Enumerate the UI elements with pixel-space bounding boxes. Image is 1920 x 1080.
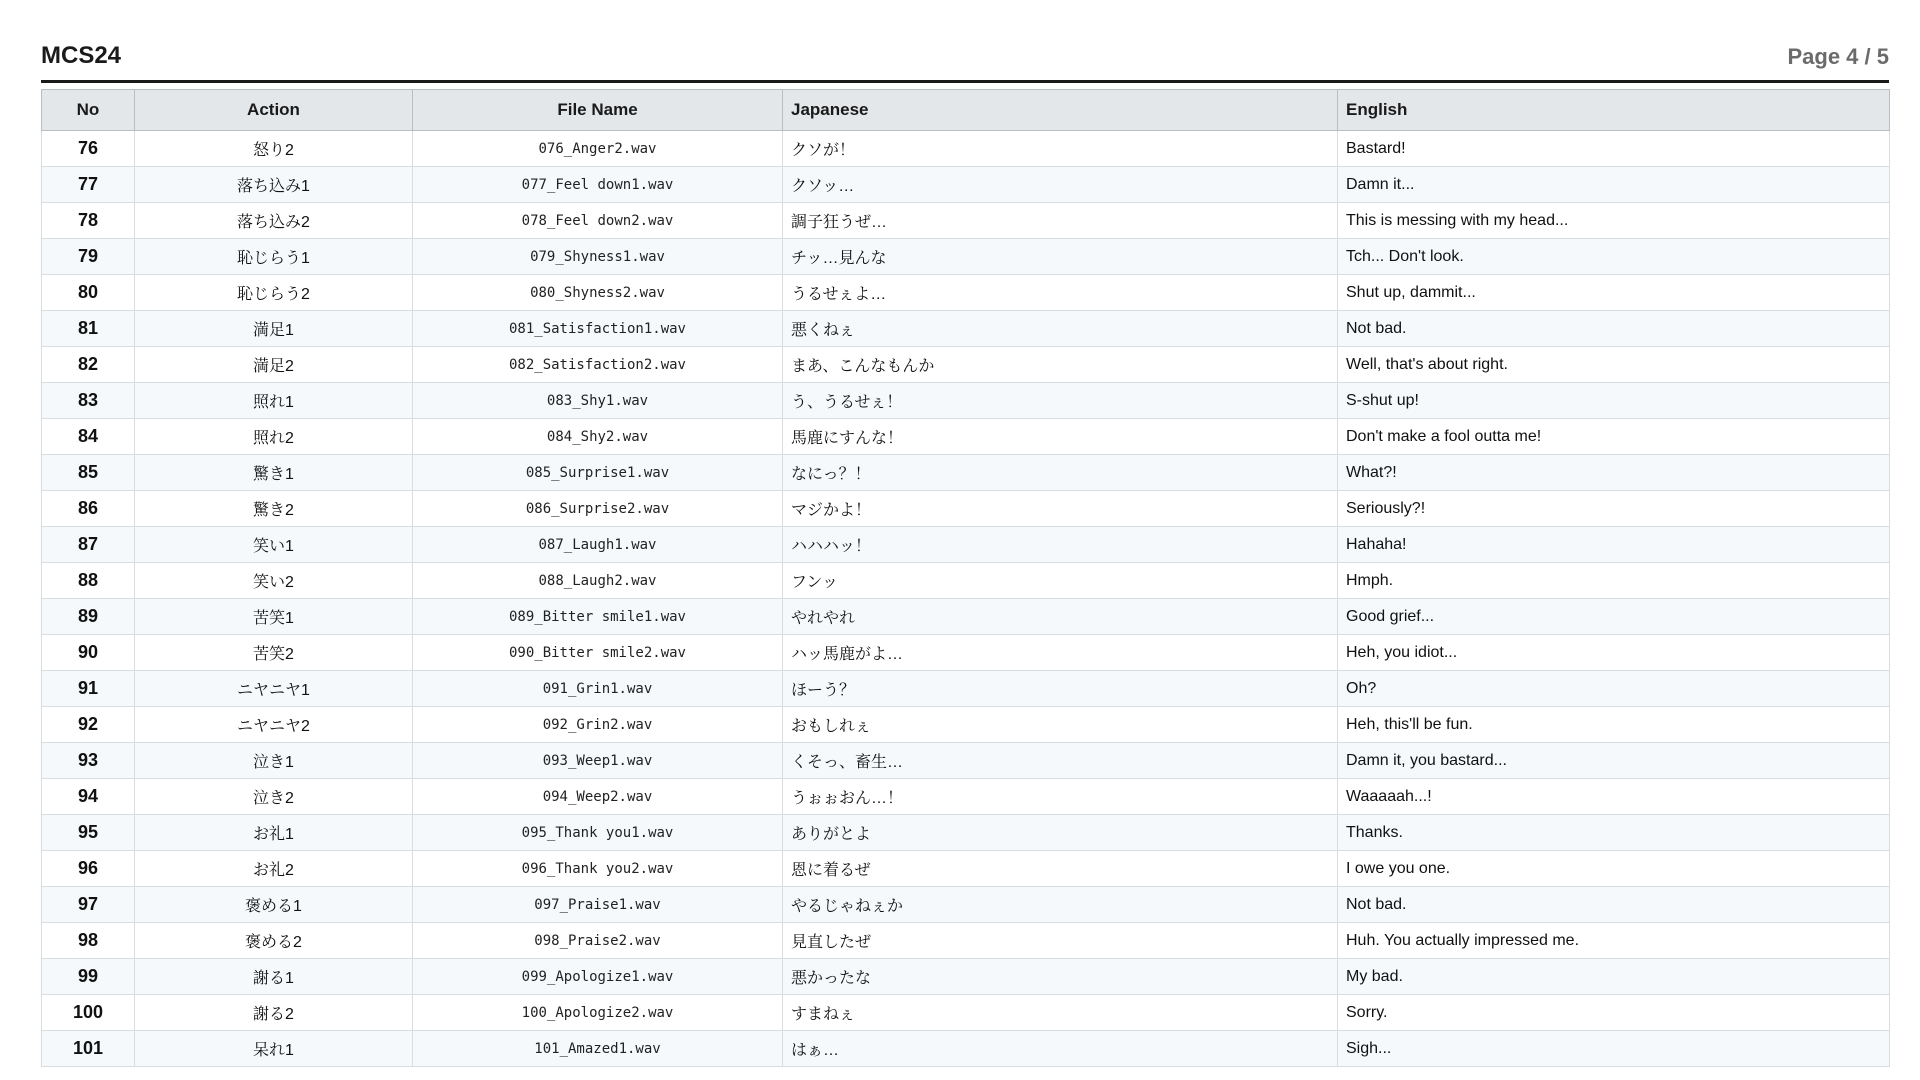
cell-japanese: クソが！	[783, 131, 1338, 167]
table-row	[42, 599, 1890, 635]
cell-no: 90	[42, 635, 135, 671]
cell-action: 褒める2	[135, 923, 413, 959]
cell-english: Sigh...	[1338, 1031, 1890, 1067]
cell-file-name: 095_Thank you1.wav	[413, 815, 783, 851]
cell-no: 88	[42, 563, 135, 599]
table-row	[42, 743, 1890, 779]
cell-japanese: くそっ、畜生…	[783, 743, 1338, 779]
cell-japanese: 馬鹿にすんな！	[783, 419, 1338, 455]
cell-japanese: チッ…見んな	[783, 239, 1338, 275]
cell-english: This is messing with my head...	[1338, 203, 1890, 239]
table-row	[42, 491, 1890, 527]
cell-english: Sorry.	[1338, 995, 1890, 1031]
cell-action: 褒める1	[135, 887, 413, 923]
cell-action: 苦笑1	[135, 599, 413, 635]
cell-no: 95	[42, 815, 135, 851]
table-row	[42, 887, 1890, 923]
cell-action: 怒り2	[135, 131, 413, 167]
cell-no: 92	[42, 707, 135, 743]
cell-japanese: ありがとよ	[783, 815, 1338, 851]
cell-english: My bad.	[1338, 959, 1890, 995]
column-header-file-name: File Name	[413, 90, 783, 131]
cell-english: Damn it...	[1338, 167, 1890, 203]
cell-no: 97	[42, 887, 135, 923]
cell-english: Well, that's about right.	[1338, 347, 1890, 383]
table-row	[42, 311, 1890, 347]
cell-action: 謝る2	[135, 995, 413, 1031]
cell-english: Hmph.	[1338, 563, 1890, 599]
cell-japanese: 調子狂うぜ…	[783, 203, 1338, 239]
cell-action: 呆れ1	[135, 1031, 413, 1067]
cell-no: 78	[42, 203, 135, 239]
cell-file-name: 099_Apologize1.wav	[413, 959, 783, 995]
cell-japanese: やれやれ	[783, 599, 1338, 635]
table-row	[42, 239, 1890, 275]
table-row	[42, 779, 1890, 815]
cell-english: Heh, this'll be fun.	[1338, 707, 1890, 743]
cell-japanese: おもしれぇ	[783, 707, 1338, 743]
page-header	[41, 0, 1889, 83]
column-header-japanese: Japanese	[783, 90, 1338, 131]
voice-line-table	[41, 89, 1890, 1067]
cell-japanese: なにっ？！	[783, 455, 1338, 491]
cell-english: Not bad.	[1338, 311, 1890, 347]
cell-file-name: 097_Praise1.wav	[413, 887, 783, 923]
cell-action: 満足2	[135, 347, 413, 383]
cell-no: 76	[42, 131, 135, 167]
cell-japanese: まあ、こんなもんか	[783, 347, 1338, 383]
cell-no: 99	[42, 959, 135, 995]
cell-english: Waaaaah...!	[1338, 779, 1890, 815]
cell-file-name: 101_Amazed1.wav	[413, 1031, 783, 1067]
cell-english: Good grief...	[1338, 599, 1890, 635]
page-number: Page 4 / 5	[1787, 44, 1889, 69]
cell-file-name: 100_Apologize2.wav	[413, 995, 783, 1031]
cell-no: 84	[42, 419, 135, 455]
cell-japanese: うるせぇよ…	[783, 275, 1338, 311]
cell-file-name: 077_Feel down1.wav	[413, 167, 783, 203]
table-body	[42, 131, 1890, 1067]
cell-file-name: 082_Satisfaction2.wav	[413, 347, 783, 383]
cell-file-name: 078_Feel down2.wav	[413, 203, 783, 239]
cell-no: 98	[42, 923, 135, 959]
cell-file-name: 093_Weep1.wav	[413, 743, 783, 779]
table-row	[42, 419, 1890, 455]
cell-file-name: 087_Laugh1.wav	[413, 527, 783, 563]
table-row	[42, 527, 1890, 563]
cell-no: 93	[42, 743, 135, 779]
document-title: MCS24	[41, 42, 122, 69]
cell-action: 落ち込み1	[135, 167, 413, 203]
table-row	[42, 707, 1890, 743]
cell-action: 驚き1	[135, 455, 413, 491]
cell-action: 照れ1	[135, 383, 413, 419]
table-row	[42, 1031, 1890, 1067]
cell-japanese: う、うるせぇ！	[783, 383, 1338, 419]
cell-file-name: 081_Satisfaction1.wav	[413, 311, 783, 347]
cell-file-name: 086_Surprise2.wav	[413, 491, 783, 527]
cell-no: 80	[42, 275, 135, 311]
cell-no: 96	[42, 851, 135, 887]
cell-english: Heh, you idiot...	[1338, 635, 1890, 671]
cell-english: Damn it, you bastard...	[1338, 743, 1890, 779]
cell-japanese: やるじゃねぇか	[783, 887, 1338, 923]
cell-file-name: 076_Anger2.wav	[413, 131, 783, 167]
cell-no: 81	[42, 311, 135, 347]
cell-english: S-shut up!	[1338, 383, 1890, 419]
cell-file-name: 085_Surprise1.wav	[413, 455, 783, 491]
document-page	[41, 0, 1889, 1067]
cell-file-name: 080_Shyness2.wav	[413, 275, 783, 311]
table-row	[42, 851, 1890, 887]
cell-action: ニヤニヤ2	[135, 707, 413, 743]
cell-japanese: ハッ馬鹿がよ…	[783, 635, 1338, 671]
cell-japanese: フンッ	[783, 563, 1338, 599]
cell-action: 笑い2	[135, 563, 413, 599]
cell-japanese: 恩に着るぜ	[783, 851, 1338, 887]
cell-action: 謝る1	[135, 959, 413, 995]
cell-english: Not bad.	[1338, 887, 1890, 923]
column-header-action: Action	[135, 90, 413, 131]
cell-file-name: 096_Thank you2.wav	[413, 851, 783, 887]
table-row	[42, 167, 1890, 203]
cell-japanese: マジかよ！	[783, 491, 1338, 527]
cell-action: 恥じらう2	[135, 275, 413, 311]
cell-english: Hahaha!	[1338, 527, 1890, 563]
cell-no: 100	[42, 995, 135, 1031]
cell-file-name: 089_Bitter smile1.wav	[413, 599, 783, 635]
table-row	[42, 131, 1890, 167]
cell-english: I owe you one.	[1338, 851, 1890, 887]
cell-action: お礼2	[135, 851, 413, 887]
table-row	[42, 203, 1890, 239]
cell-english: What?!	[1338, 455, 1890, 491]
cell-no: 87	[42, 527, 135, 563]
table-row	[42, 635, 1890, 671]
cell-japanese: はぁ…	[783, 1031, 1338, 1067]
cell-action: 満足1	[135, 311, 413, 347]
cell-file-name: 090_Bitter smile2.wav	[413, 635, 783, 671]
cell-file-name: 079_Shyness1.wav	[413, 239, 783, 275]
cell-action: 驚き2	[135, 491, 413, 527]
cell-english: Seriously?!	[1338, 491, 1890, 527]
cell-file-name: 091_Grin1.wav	[413, 671, 783, 707]
cell-japanese: クソッ…	[783, 167, 1338, 203]
cell-file-name: 088_Laugh2.wav	[413, 563, 783, 599]
cell-japanese: 悪くねぇ	[783, 311, 1338, 347]
cell-action: 泣き1	[135, 743, 413, 779]
cell-no: 94	[42, 779, 135, 815]
table-row	[42, 347, 1890, 383]
table-row	[42, 995, 1890, 1031]
cell-no: 79	[42, 239, 135, 275]
column-header-english: English	[1338, 90, 1890, 131]
cell-english: Huh. You actually impressed me.	[1338, 923, 1890, 959]
table-row	[42, 923, 1890, 959]
cell-file-name: 094_Weep2.wav	[413, 779, 783, 815]
cell-english: Shut up, dammit...	[1338, 275, 1890, 311]
table-header-row	[42, 90, 1890, 131]
cell-japanese: 悪かったな	[783, 959, 1338, 995]
cell-no: 91	[42, 671, 135, 707]
cell-english: Thanks.	[1338, 815, 1890, 851]
table-row	[42, 815, 1890, 851]
table-row	[42, 671, 1890, 707]
cell-japanese: ほーう？	[783, 671, 1338, 707]
cell-action: 落ち込み2	[135, 203, 413, 239]
cell-file-name: 083_Shy1.wav	[413, 383, 783, 419]
cell-file-name: 084_Shy2.wav	[413, 419, 783, 455]
cell-english: Tch... Don't look.	[1338, 239, 1890, 275]
table-row	[42, 383, 1890, 419]
cell-english: Bastard!	[1338, 131, 1890, 167]
cell-action: 苦笑2	[135, 635, 413, 671]
cell-no: 82	[42, 347, 135, 383]
cell-file-name: 092_Grin2.wav	[413, 707, 783, 743]
table-row	[42, 959, 1890, 995]
cell-japanese: ハハハッ！	[783, 527, 1338, 563]
table-row	[42, 455, 1890, 491]
cell-file-name: 098_Praise2.wav	[413, 923, 783, 959]
table-row	[42, 275, 1890, 311]
cell-no: 86	[42, 491, 135, 527]
cell-no: 83	[42, 383, 135, 419]
cell-action: 恥じらう1	[135, 239, 413, 275]
cell-english: Don't make a fool outta me!	[1338, 419, 1890, 455]
cell-no: 77	[42, 167, 135, 203]
cell-action: 笑い1	[135, 527, 413, 563]
cell-no: 89	[42, 599, 135, 635]
cell-action: 泣き2	[135, 779, 413, 815]
cell-action: ニヤニヤ1	[135, 671, 413, 707]
cell-japanese: うぉぉおん…！	[783, 779, 1338, 815]
cell-action: 照れ2	[135, 419, 413, 455]
column-header-no: No	[42, 90, 135, 131]
cell-action: お礼1	[135, 815, 413, 851]
cell-no: 85	[42, 455, 135, 491]
table-row	[42, 563, 1890, 599]
cell-no: 101	[42, 1031, 135, 1067]
cell-japanese: すまねぇ	[783, 995, 1338, 1031]
cell-english: Oh?	[1338, 671, 1890, 707]
cell-japanese: 見直したぜ	[783, 923, 1338, 959]
